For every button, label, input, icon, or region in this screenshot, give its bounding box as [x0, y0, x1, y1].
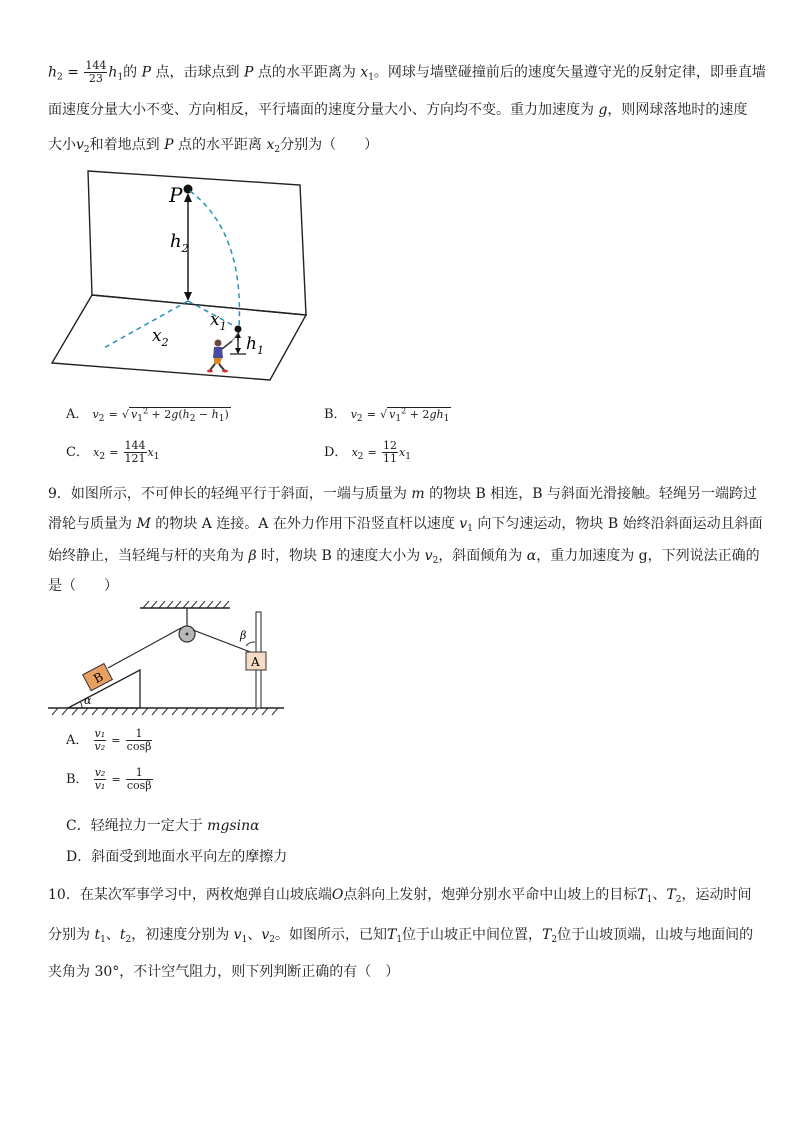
q9-line-2: 滑轮与质量为 M 的物块 A 连接。A 在外力作用下沿竖直杆以速度 $v_1$ 向下匀速运动，物块 B 始终沿斜面运动且斜面 [48, 516, 763, 534]
label-x2: $x_2$ [152, 326, 169, 349]
rope-incline [108, 628, 181, 668]
q9-option-b[interactable]: B． $\frac{\text{v₂}}{\text{v₁}}$ = $\frac{1}{\cos\beta}$ [66, 766, 152, 792]
wall-plane [88, 171, 306, 315]
label-a: A [251, 655, 260, 669]
label-h1: $h_1$ [246, 334, 264, 357]
q9-line-1: 9．如图所示，不可伸长的轻绳平行于斜面，一端与质量为 m 的物块 B 相连，B 与斜面光滑接触。轻绳另一端跨过 [48, 486, 758, 502]
label-p: P [169, 183, 183, 207]
q9-option-c[interactable]: C．轻绳拉力一定大于 mgsinα [66, 818, 260, 834]
q10-line-1: 10．在某次军事学习中，两枚炮弹自山坡底端O点斜向上发射，炮弹分别水平命中山坡上的目标$T_1$、$T_2$，运动时间 [48, 887, 752, 905]
hit-ball [235, 326, 242, 333]
q8-line-2: 面速度分量大小不变、方向相反，平行墙面的速度分量大小、方向均不变。重力加速度为 g，则网球落地时的速度 [48, 102, 748, 118]
ground-plane [52, 295, 306, 380]
q8-option-d[interactable]: D． $x_2$ = $\frac{12}{11}$ $x_1$ [324, 439, 411, 465]
q9-option-a[interactable]: A． $\frac{\text{v₁}}{\text{v₂}}$ = $\frac{1}{\cos\beta}$ [66, 727, 152, 753]
q9-option-d[interactable]: D．斜面受到地面水平向左的摩擦力 [66, 849, 288, 865]
q8-option-b[interactable]: B． $v_2$ = √ $v_1^2 + 2gh_1$ [324, 406, 450, 424]
q8-line-3: 大小$v_2$和着地点到 P 点的水平距离 $x_2$分别为（ ） [48, 137, 379, 155]
q10-line-2: 分别为 $t_1$、$t_2$，初速度分别为 $v_1$、$v_2$。如图所示，已知$T_1$位于山坡正中间位置，$T_2$位于山坡顶端，山坡与地面间的 [48, 927, 754, 945]
projection-x2 [102, 301, 188, 349]
label-h2: $h_2$ [170, 231, 189, 255]
label-alpha: α [84, 694, 92, 707]
q8-fraction: $\frac{144}{23}$ [85, 59, 107, 85]
q8-figure [48, 165, 320, 385]
q8-line-1: $h_2$ = $\frac{144}{23}$ $h_1$的 P 点，击球点到 P 点的水平距离为 $x_1$。网球与墙壁碰撞前后的速度矢量遵守光的反射定律，即垂直墙 [48, 59, 766, 85]
q10-line-3: 夹角为 30°，不计空气阻力，则下列判断正确的有（ ） [48, 964, 400, 980]
tennis-player-icon [207, 333, 238, 373]
label-beta: β [240, 629, 247, 642]
q8-option-a[interactable]: A． $v_2$ = √ $v_1^2 + 2g(h_2 - h_1)$ [66, 406, 229, 424]
q8-option-c[interactable]: C． $x_2$ = $\frac{144}{121}$ $x_1$ [66, 439, 160, 465]
q9-line-3: 始终静止，当轻绳与杆的夹角为 β 时，物块 B 的速度大小为 $v_2$，斜面倾角为 α，重力加速度为 g，下列说法正确的 [48, 548, 760, 566]
label-x1: $x_1$ [210, 310, 227, 333]
q9-line-4: 是（ ） [48, 578, 118, 594]
q9-figure [48, 598, 288, 720]
svg-text:B: B [91, 669, 106, 687]
